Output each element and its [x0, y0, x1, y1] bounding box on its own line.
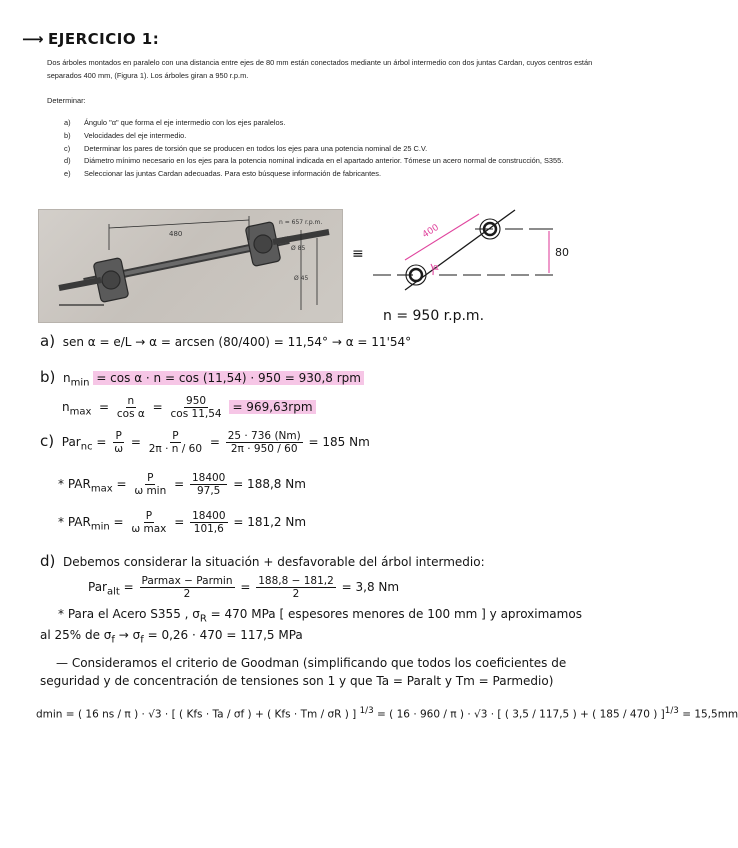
task-item: a) Ángulo "α" que forma el eje intermedio con los ejes paralelos.	[64, 118, 286, 127]
arrow-right-icon: ⟶	[22, 30, 45, 48]
exercise-title	[22, 30, 159, 48]
title-text: EJERCICIO 1:	[48, 30, 160, 48]
task-list	[64, 117, 624, 181]
statement-paragraph: Dos árboles montados en paralelo con una distancia entre ejes de 80 mm están conectados mediante un árbol intermedio con dos juntas Cardan, cuyos centros están separados 400 mm, (Figura 1). Los árboles giran a 950 r.p.m.	[47, 58, 593, 80]
par-nc-result: = 185 Nm	[308, 435, 370, 449]
solution-a	[40, 332, 411, 350]
solution-d-goodman1: — Consideramos el criterio de Goodman (simplificando que todos los coeficientes de	[56, 656, 567, 670]
solution-b-line2: $n_{max}$ = $\frac{n}{\text{cos α}}$ = $\frac{950}{\cos 11,54}$ = 969,63rpm	[62, 395, 316, 420]
section-label: c)	[40, 432, 55, 450]
par-min-result: = 181,2 Nm	[233, 515, 307, 529]
par-alt-result: = 3,8 Nm	[341, 580, 400, 594]
dmin-formula: ( 16 ns / π ) · √3 · [ ( Kfs · Ta / σf ) + ( Kfs · Tm / σR ) ]	[77, 708, 360, 721]
solution-d-intro: d) Debemos considerar la situación + desfavorable del árbol intermedio:	[40, 552, 485, 570]
solution-c-line1: c) Par$_{nc}$ = $\frac{P}{\omega}$ = $\frac{P}{2\pi \cdot n / 60}$ = $\frac{25 \cdot 736 (Nm)}{2\pi \cdot 950 / 60}$ = 185 Nm	[40, 430, 370, 455]
nmax-result: = 969,63rpm	[229, 400, 315, 414]
determine-label: Determinar:	[47, 96, 86, 105]
dmin-result: = 15,5mm	[682, 708, 738, 721]
equivalence-symbol: ≡	[352, 246, 364, 262]
solution-c-line2: * $PAR_{max}$ = $\frac{P}{\text{ω min}}$ = $\frac{18400}{97,5}$ = 188,8 Nm	[58, 472, 306, 497]
task-item: b) Velocidades del eje intermedio.	[64, 130, 187, 140]
photo-speed-label: n = 657 r.p.m.	[279, 219, 323, 226]
section-label: b)	[40, 368, 56, 386]
schematic-diagram	[365, 202, 580, 317]
dmin-substitution: = ( 16 · 960 / π ) · √3 · [ ( 3,5 / 117,5 ) + ( 185 / 470 ) ]	[377, 708, 665, 721]
rpm-label: n = 950 r.p.m.	[383, 308, 485, 324]
equation-a: sen α = e/L → α = arcsen (80/400) = 11,54° → α = 11'54°	[62, 335, 412, 349]
cardan-shaft-photo	[38, 209, 343, 323]
section-label: a)	[40, 332, 56, 350]
diagram-angle-label: α	[433, 263, 439, 273]
photo-length-label: 480	[169, 230, 183, 238]
photo-dim-label: Ø 45	[294, 275, 309, 282]
problem-statement	[47, 57, 607, 82]
photo-dim-label: Ø 85	[291, 245, 306, 252]
diagram-length-label: 400	[420, 222, 441, 241]
cardan-shaft-drawing	[39, 210, 342, 322]
solution-d-dmin: dmin = ( 16 ns / π ) · √3 · [ ( Kfs · Ta / σf ) + ( Kfs · Tm / σR ) ] $^{1/3}$ = ( 16 · 960 / π ) · √3 · [ ( 3,5 / 117,5 ) + ( 185 / 470 ) ]$^{1/3}$ = 15,5mm	[36, 706, 738, 721]
task-item: c) Determinar los pares de torsión que se producen en todos los ejes para una potencia nominal de 25 C.V.	[64, 143, 428, 153]
solution-c-line3: * $PAR_{min}$ = $\frac{P}{\text{ω max}}$ = $\frac{18400}{101,6}$ = 181,2 Nm	[58, 510, 307, 535]
nmin-equation: = cos α · n = cos (11,54) · 950 = 930,8 rpm	[93, 371, 364, 385]
solution-d-steel1: * Para el Acero S355 , $\sigma_R = 470$ MPa [ espesores menores de 100 mm ] y aproximamos	[58, 607, 582, 625]
section-label: d)	[40, 552, 56, 570]
task-item: d) Diámetro mínimo necesario en los ejes para la potencia nominal indicada en el apartado anterior. Tómese un acero normal de construcción, S355.	[64, 156, 564, 166]
solution-d-steel2: al 25% de $\sigma_f \to \sigma_f = 0,26 \cdot 470 = 117,5$ MPa	[40, 628, 303, 646]
solution-d-goodman2: seguridad y de concentración de tensiones son 1 y que Ta = Paralt y Tm = Parmedio)	[40, 674, 554, 688]
par-max-result: = 188,8 Nm	[233, 477, 306, 491]
solution-d-par-alt: Par$_{alt}$ = $\frac{\text{Parmax − Parmin}}{2}$ = $\frac{188,8 - 181,2}{2}$ = 3,8 Nm	[88, 575, 400, 600]
task-item: e) Seleccionar las juntas Cardan adecuadas. Para esto búsquese información de fabricantes.	[64, 169, 382, 179]
solution-b-line1: b) $n_{min} = \cos \alpha \cdot n = \cos (11,54) \cdot 950 = 930,8$ rpm	[40, 368, 364, 388]
diagram-distance-label: 80	[555, 246, 569, 259]
